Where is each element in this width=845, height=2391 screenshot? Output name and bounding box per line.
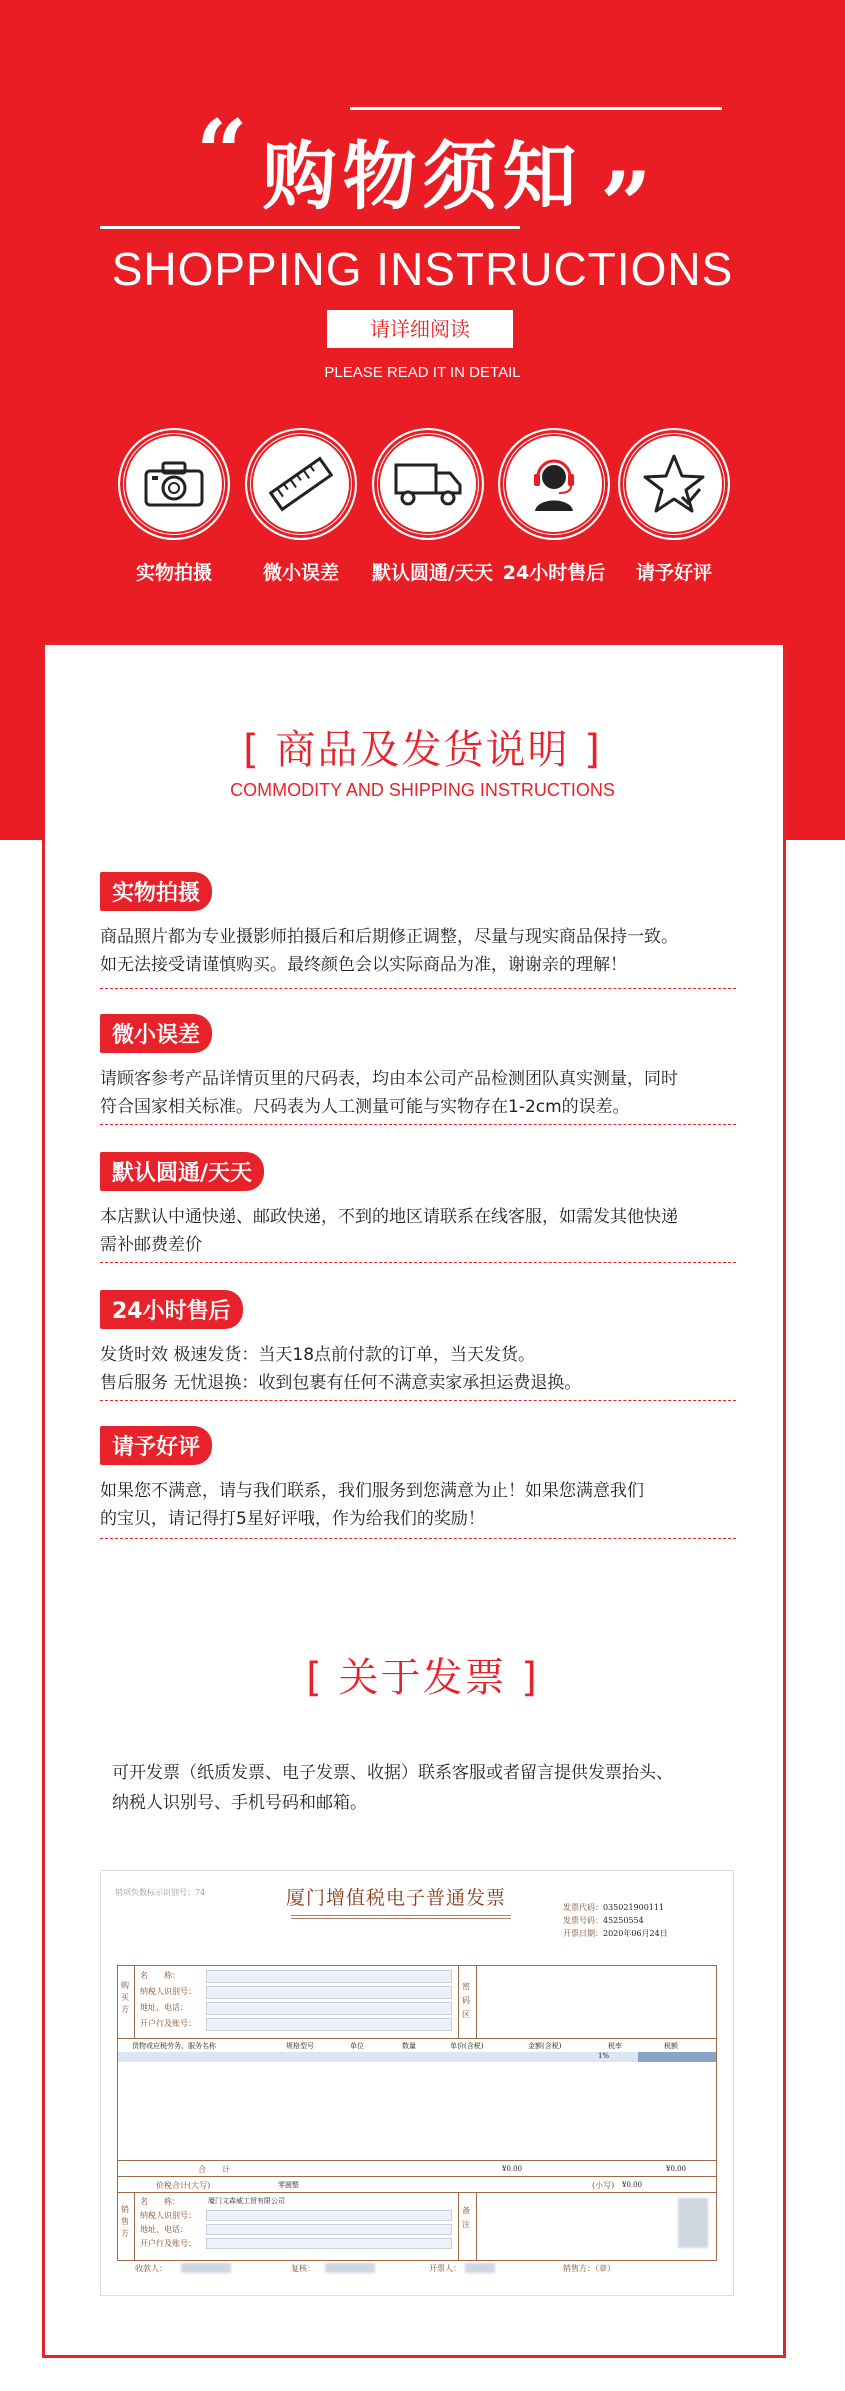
feature-camera (118, 428, 230, 585)
divider (100, 1400, 736, 1401)
close-quote: ” (600, 152, 652, 258)
section-title-invoice: [ 关于发票 ] (306, 1655, 539, 1701)
item-text: 本店默认中通快递、邮政快递，不到的地区请联系在线客服，如需发其他快递 (100, 1207, 678, 1227)
feature-label: 微小误差 (262, 562, 339, 584)
invoice-title-underline (291, 1918, 511, 1919)
tax-rate: 1% (598, 2052, 610, 2060)
decor-line-top (350, 107, 722, 110)
item-text: 如无法接受请谨慎购买。最终颜色会以实际商品为准，谢谢亲的理解！ (100, 955, 627, 975)
divider (100, 988, 736, 989)
invoice-table: 购买方 名 称： 纳税人识别号： 地址、电话： 开户行及账号： 密码区 货物或应税劳务、服务名称 规格型号 单位 数量 单价(含税) 金额(含税) 税率 税额 1% 合 计 ¥0.00 ¥0.00 价税合计(大写) 零圆整 (小写) ¥0.00 销售方 名 称： 纳税人识别号： 地址、电话： 开户行及账号： 厦门文森威工贸有限公司 备注 (117, 1965, 717, 2261)
invoice-corner-text: 销项负数标示识别号：74 (115, 1888, 206, 1897)
item-text: 需补邮费差价 (100, 1235, 202, 1255)
feature-label: 请予好评 (635, 562, 712, 584)
section-subtitle-shipping: COMMODITY AND SHIPPING INSTRUCTIONS (230, 780, 615, 800)
info-item (100, 1426, 736, 1533)
feature-label: 默认圆通/天天 (372, 562, 493, 584)
item-text: 符合国家相关标准。尺码表为人工测量可能与实物存在1-2cm的误差。 (100, 1097, 630, 1117)
invoice-meta: 发票代码：035021900111 发票号码：45250554 开票日期：2020年06月24日 (563, 1903, 668, 1938)
section-title-shipping: [ 商品及发货说明 ] (243, 727, 602, 773)
decor-line-bottom (100, 226, 520, 229)
item-text: 如果您不满意，请与我们联系，我们服务到您满意为止！如果您满意我们 (100, 1481, 644, 1501)
feature-service (498, 428, 610, 585)
seller-bank-field (206, 2238, 452, 2249)
buyer-address-field (206, 2002, 452, 2015)
item-text: 的宝贝，请记得打5星好评哦，作为给我们的奖励！ (100, 1509, 485, 1529)
divider (100, 1538, 736, 1539)
info-item (100, 872, 736, 979)
feature-truck (372, 428, 493, 585)
read-detail-button: 请详细阅读 (327, 310, 513, 348)
info-item (100, 1014, 736, 1121)
code-area-label: 密码区 (462, 1982, 470, 2019)
item-tag: 实物拍摄 (100, 872, 212, 911)
item-tag: 请予好评 (100, 1426, 212, 1465)
invoice-title-underline (291, 1915, 511, 1916)
feature-ruler (245, 428, 357, 585)
headset-icon (523, 453, 585, 515)
item-tag: 24小时售后 (100, 1290, 243, 1329)
invoice-selected-row (118, 2052, 716, 2062)
page-subtitle: SHOPPING INSTRUCTIONS (111, 243, 734, 295)
seller-label: 销售方 (121, 2205, 129, 2238)
invoice-title: 厦门增值税电子普通发票 (285, 1887, 506, 1909)
seller-address-field (206, 2224, 452, 2235)
feature-label: 24小时售后 (502, 562, 606, 584)
remark-label: 备注 (462, 2206, 470, 2229)
info-item (100, 1290, 736, 1397)
item-tag: 微小误差 (100, 1014, 212, 1053)
truck-icon (394, 461, 462, 507)
item-text: 售后服务 无忧退换：收到包裹有任何不满意卖家承担运费退换。 (100, 1373, 582, 1393)
camera-icon (143, 459, 205, 509)
buyer-name-field (206, 1970, 452, 1983)
seller-name: 厦门文森威工贸有限公司 (208, 2197, 285, 2205)
feature-label: 实物拍摄 (135, 562, 212, 584)
read-detail-en: PLEASE READ IT IN DETAIL (324, 364, 521, 381)
star-icon (642, 453, 706, 515)
buyer-bank-field (206, 2018, 452, 2031)
page-title: 购物须知 (262, 134, 583, 220)
buyer-taxid-field (206, 1986, 452, 1999)
invoice-sample: 销项负数标示识别号：74 厦门增值税电子普通发票 发票代码：035021900111 发票号码：45250554 开票日期：2020年06月24日 购买方 名 称： 纳税人识别号： 地址、电话： 开户行及账号： 密码区 货物或应税劳务、服务名称 规格型号 单位 数量 单价(含税) 金额(含税) 税率 税额 1% 合 计 ¥0.00 ¥0.00 价税合计(大写) 零圆整 (小写) ¥0.00 销售方 名 称： 纳税人识别号： 地址、电话： 开户行及账号： 厦门文森威工贸有限公司 备注 收款人： 复核： 开票人： 销售方：（章） (100, 1870, 734, 2296)
invoice-description: 可开发票（纸质发票、电子发票、收据）联系客服或者留言提供发票抬头、 纳税人识别号、手机号码和邮箱。 (112, 1763, 673, 1813)
item-text: 商品照片都为专业摄影师拍摄后和后期修正调整，尽量与现实商品保持一致。 (100, 927, 678, 947)
feature-star (618, 428, 730, 585)
seller-taxid-field (206, 2210, 452, 2221)
ruler-icon (269, 452, 333, 516)
item-tag: 默认圆通/天天 (100, 1152, 264, 1191)
item-text: 发货时效 极速发货：当天18点前付款的订单，当天发货。 (100, 1345, 536, 1365)
buyer-label: 购买方 (121, 1981, 129, 2014)
divider (100, 1124, 736, 1125)
remark-blurred (678, 2198, 708, 2248)
open-quote: “ (196, 100, 248, 206)
item-text: 请顾客参考产品详情页里的尺码表，均由本公司产品检测团队真实测量，同时 (100, 1069, 678, 1089)
divider (100, 1262, 736, 1263)
info-item (100, 1152, 736, 1259)
